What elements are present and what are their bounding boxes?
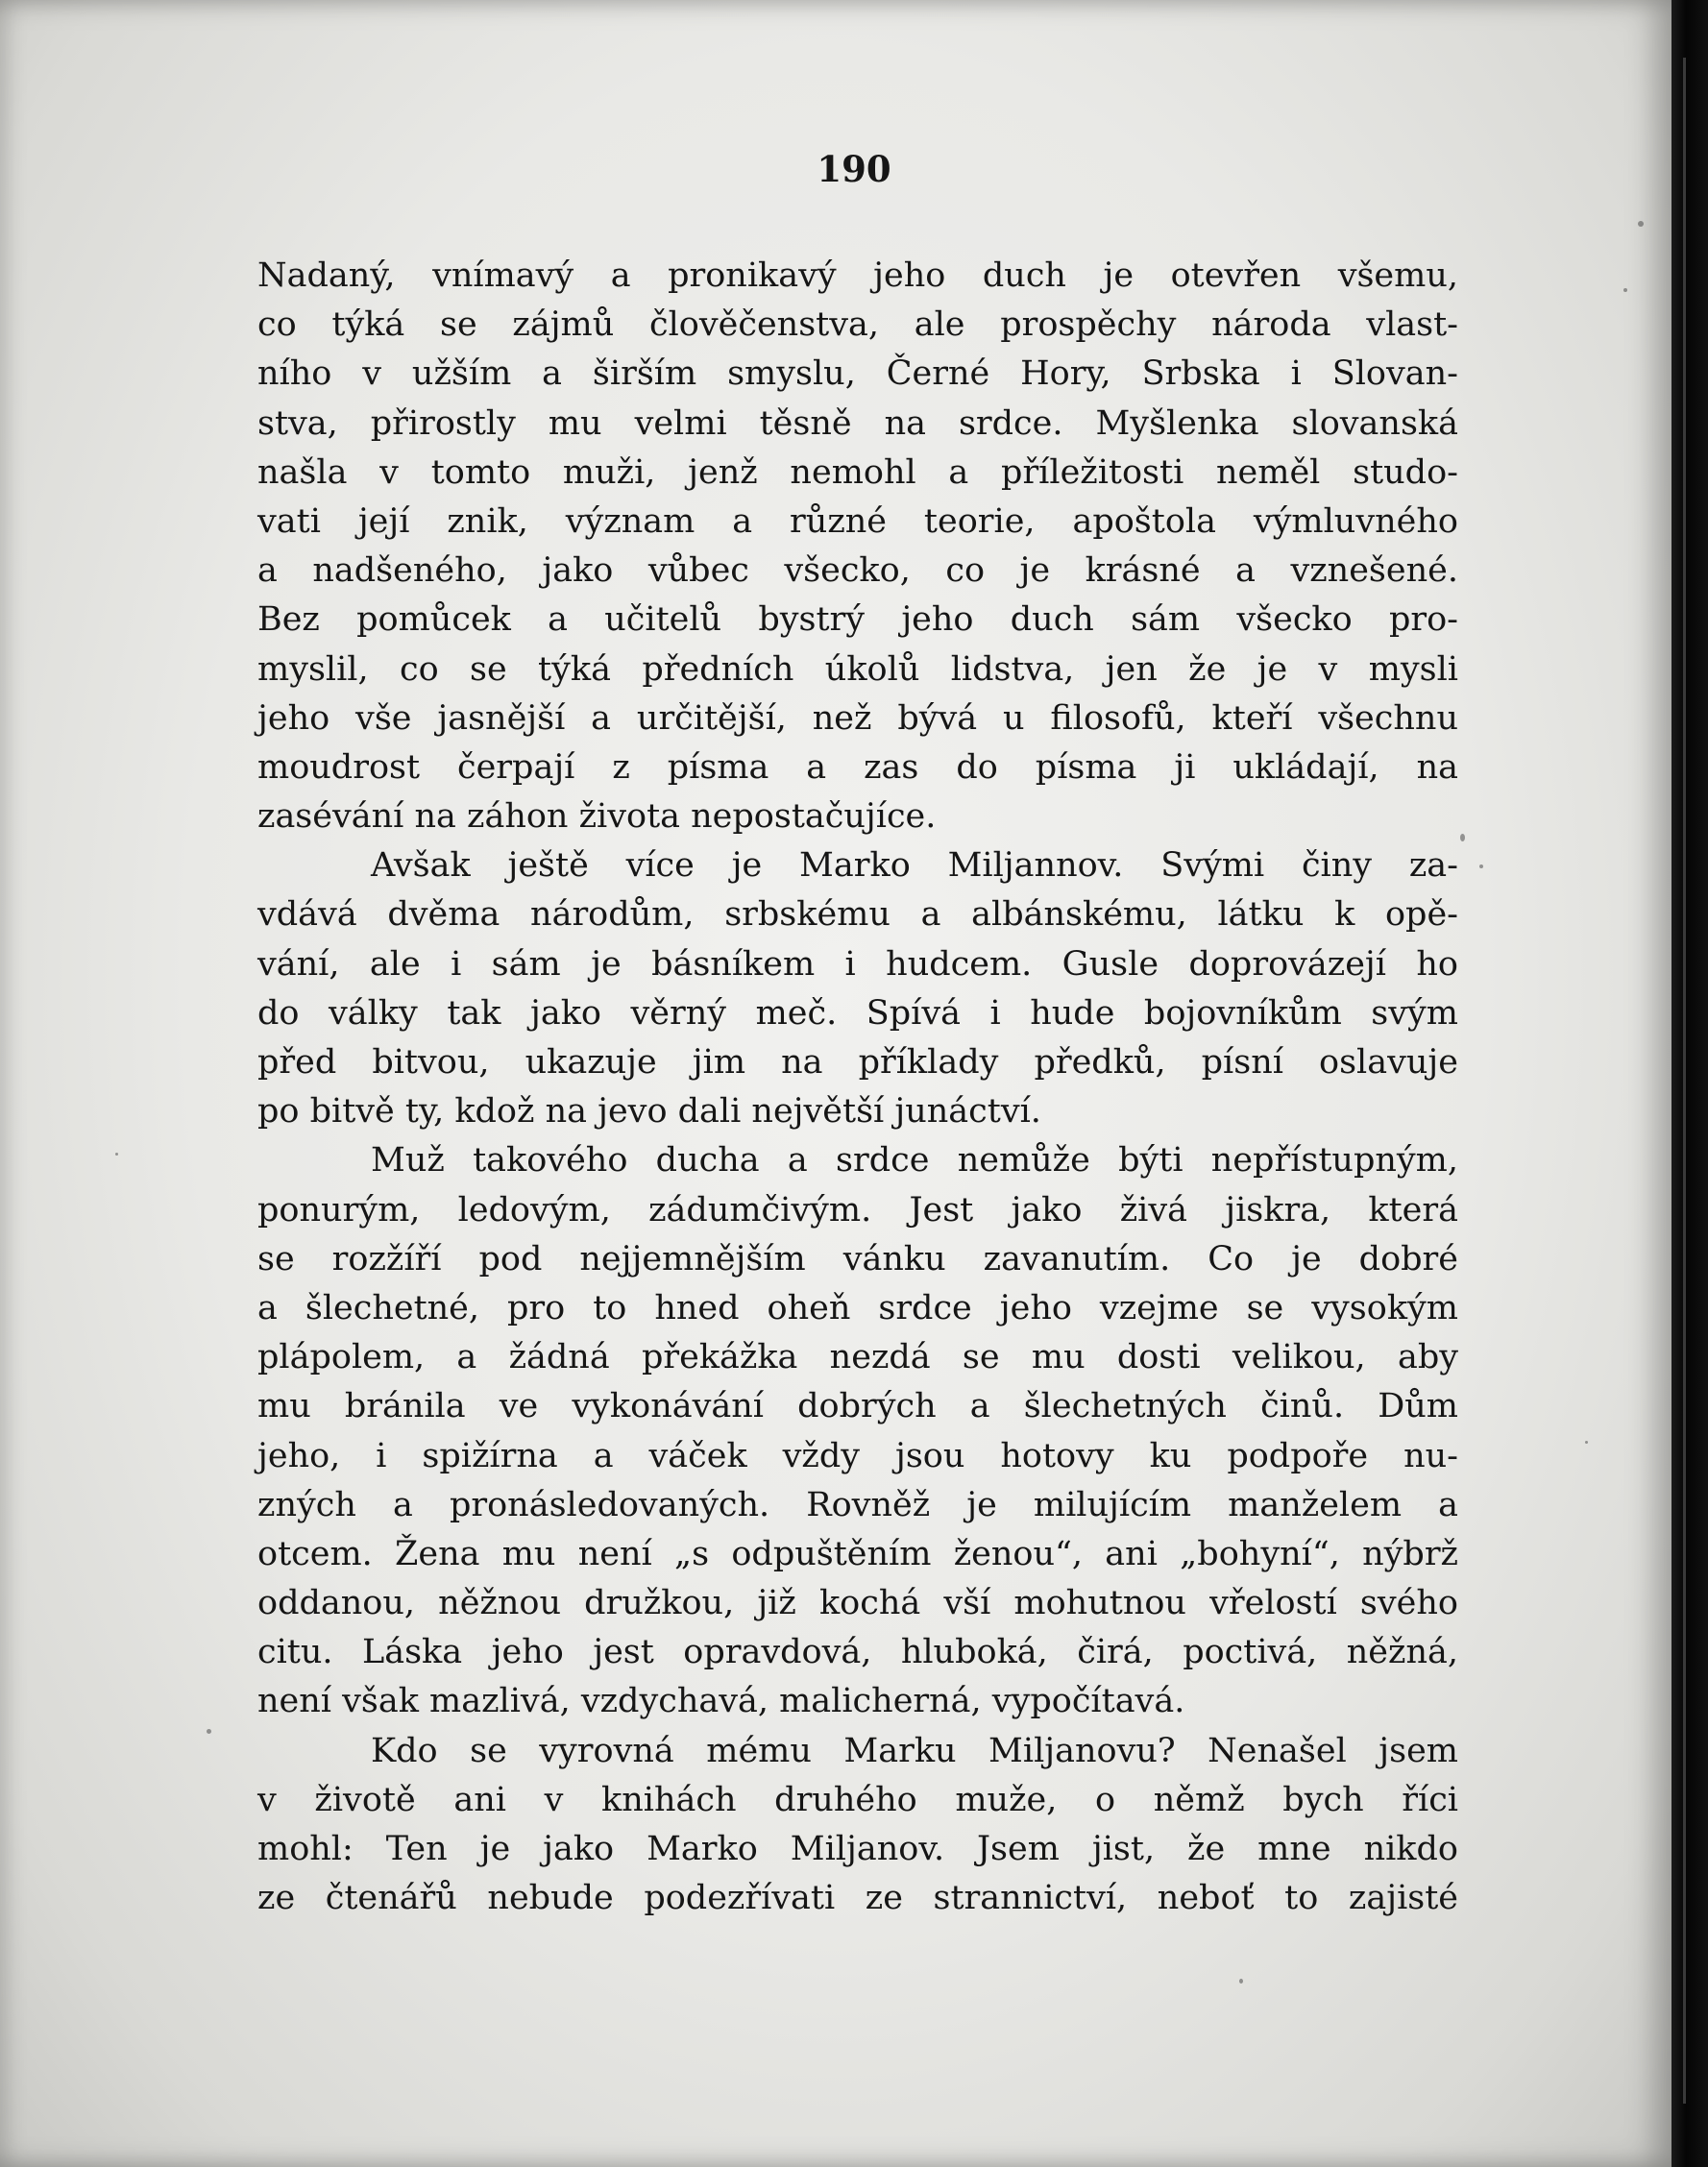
paper-speck <box>1239 1979 1243 1984</box>
text-line: ního v užším a širším smyslu, Černé Hory, Srbska i Slovan- <box>257 354 1458 394</box>
text-line: a šlechetné, pro to hned oheň srdce jeho vzejme se vysokým <box>257 1288 1458 1327</box>
text-line: před bitvou, ukazuje jim na příklady předků, písní oslavuje <box>257 1043 1458 1082</box>
paper-speck <box>1479 864 1483 868</box>
text-line: stva, přirostly mu velmi těsně na srdce. Myšlenka slovanská <box>257 403 1458 443</box>
text-line: co týká se zájmů člověčenstva, ale prospěchy národa vlast- <box>257 305 1458 345</box>
text-line: není však mazlivá, vzdychavá, malicherná, vypočítavá. <box>257 1682 1185 1721</box>
text-line: a nadšeného, jako vůbec všecko, co je krásné a vznešené. <box>257 551 1458 591</box>
text-line: do války tak jako věrný meč. Spívá i hude bojovníkům svým <box>257 993 1458 1033</box>
text-line: ponurým, ledovým, zádumčivým. Jest jako živá jiskra, která <box>257 1190 1458 1230</box>
text-line: plápolem, a žádná překážka nezdá se mu dosti velikou, aby <box>257 1338 1458 1377</box>
text-line: po bitvě ty, kdož na jevo dali největší junáctví. <box>257 1092 1041 1132</box>
text-line: Nadaný, vnímavý a pronikavý jeho duch je otevřen všemu, <box>257 256 1458 295</box>
text-line: vati její znik, význam a různé teorie, apoštola výmluvného <box>257 501 1458 541</box>
paper-speck <box>1638 221 1644 227</box>
text-line: vdává dvěma národům, srbskému a albánskému, látku k opě- <box>257 895 1458 935</box>
text-line: jeho, i spižírna a váček vždy jsou hotovy ku podpoře nu- <box>257 1436 1458 1475</box>
text-line: ze čtenářů nebude podezřívati ze strannictví, neboť to zajisté <box>257 1879 1458 1918</box>
book-edge-shadow <box>1671 0 1708 2167</box>
text-line: citu. Láska jeho jest opravdová, hluboká, čirá, poctivá, něžná, <box>257 1633 1458 1672</box>
paper-speck <box>1460 834 1465 841</box>
book-edge-line <box>1683 58 1686 2104</box>
paper-speck <box>1585 1441 1588 1444</box>
text-line: Muž takového ducha a srdce nemůže býti nepřístupným, <box>371 1141 1458 1181</box>
paper-speck <box>115 1153 118 1156</box>
text-line: oddanou, něžnou družkou, již kochá vší mohutnou vřelostí svého <box>257 1584 1458 1623</box>
text-line: zasévání na záhon života nepostačujíce. <box>257 797 937 837</box>
text-line: otcem. Žena mu není „s odpuštěním ženou“, ani „bohyní“, nýbrž <box>257 1534 1458 1573</box>
paper-speck <box>207 1729 211 1734</box>
text-line: v životě ani v knihách druhého muže, o němž bych říci <box>257 1780 1458 1819</box>
text-line: vání, ale i sám je básníkem i hudcem. Gusle doprovázejí ho <box>257 944 1458 984</box>
page-number: 190 <box>817 148 891 190</box>
text-line: Bez pomůcek a učitelů bystrý jeho duch sám všecko pro- <box>257 600 1458 640</box>
text-line: Kdo se vyrovná mému Marku Miljanovu? Nenašel jsem <box>371 1731 1458 1770</box>
text-line: Avšak ještě více je Marko Miljannov. Svými činy za- <box>371 846 1458 886</box>
text-line: moudrost čerpají z písma a zas do písma ji ukládají, na <box>257 747 1458 787</box>
text-line: se rozžíří pod nejjemnějším vánku zavanutím. Co je dobré <box>257 1239 1458 1278</box>
paper-speck <box>1623 288 1627 292</box>
text-line: zných a pronásledovaných. Rovněž je milujícím manželem a <box>257 1485 1458 1524</box>
text-line: našla v tomto muži, jenž nemohl a příležitosti neměl studo- <box>257 452 1458 492</box>
text-line: myslil, co se týká předních úkolů lidstva, jen že je v mysli <box>257 649 1458 689</box>
body-text <box>257 252 1458 1923</box>
text-line: mohl: Ten je jako Marko Miljanov. Jsem jist, že mne nikdo <box>257 1830 1458 1868</box>
text-line: mu bránila ve vykonávání dobrých a šlechetných činů. Dům <box>257 1387 1458 1426</box>
text-line: jeho vše jasnější a určitější, než bývá u filosofů, kteří všechnu <box>257 698 1458 738</box>
